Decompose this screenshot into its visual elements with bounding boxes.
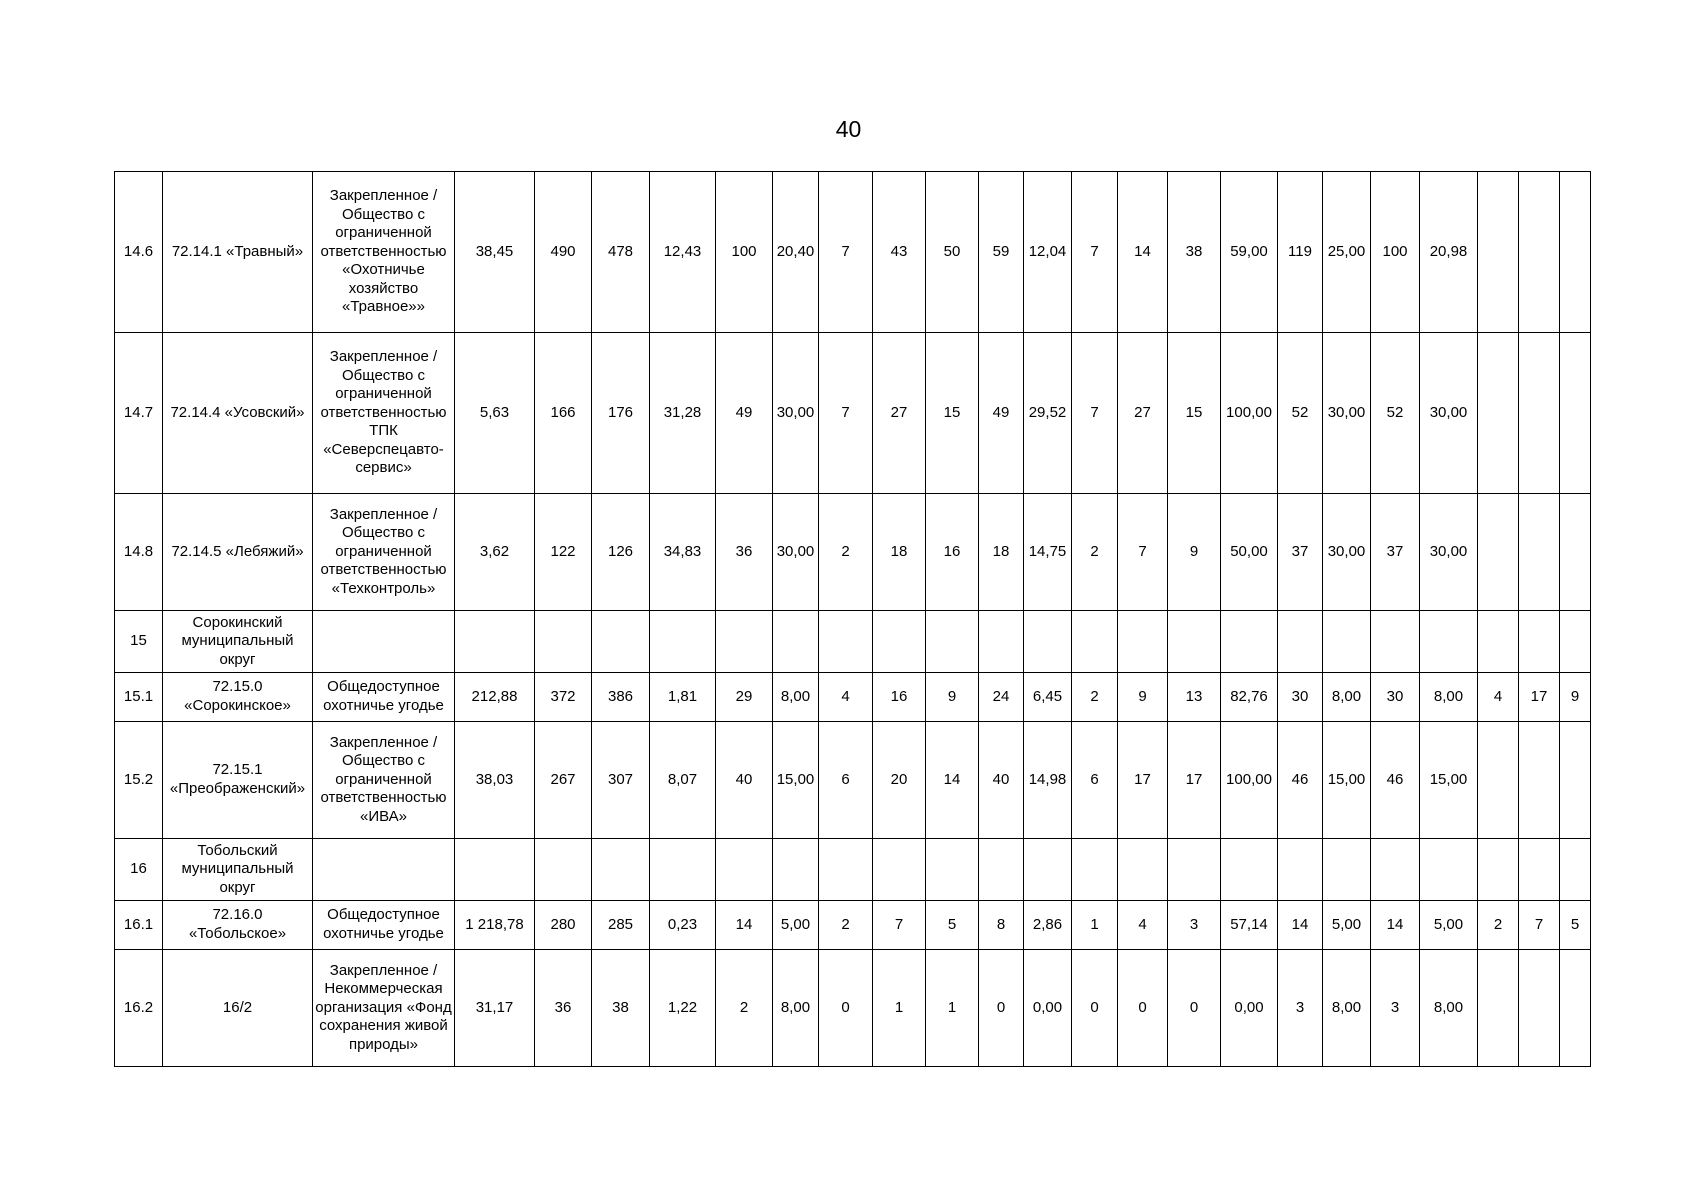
table-cell: 1 [873,950,926,1067]
table-cell: 8,00 [773,950,819,1067]
table-cell [1519,172,1560,333]
table-cell: 49 [716,333,773,494]
table-cell: 0,00 [1221,950,1278,1067]
table-cell: 72.15.0 «Сорокинское» [163,673,313,722]
table-cell: 14 [926,722,979,839]
table-cell: 212,88 [455,673,535,722]
table-cell: 3,62 [455,494,535,611]
table-cell: 8,00 [1420,950,1478,1067]
table-cell: 5,63 [455,333,535,494]
table-cell: 9 [1560,673,1591,722]
table-cell: Закрепленное / Общество с ограниченной ответственностью «ИВА» [313,722,455,839]
table-cell: 0,00 [1024,950,1072,1067]
table-cell [1560,172,1591,333]
table-cell: 14,75 [1024,494,1072,611]
table-cell [1478,611,1519,673]
table-cell: 14 [1371,901,1420,950]
table-row [115,333,1591,494]
table-cell: 3 [1168,901,1221,950]
table-cell: 18 [873,494,926,611]
table-cell: 14,98 [1024,722,1072,839]
table-cell: 59 [979,172,1024,333]
table-cell: 16/2 [163,950,313,1067]
table-cell: 17 [1168,722,1221,839]
table-cell: 13 [1168,673,1221,722]
table-cell: 18 [979,494,1024,611]
table-cell: 285 [592,901,650,950]
table-cell: 14.6 [115,172,163,333]
table-cell: 126 [592,494,650,611]
table-cell: 72.15.1 «Преображенский» [163,722,313,839]
table-row [115,611,1591,673]
table-cell: 30,00 [1420,333,1478,494]
table-cell: 100,00 [1221,333,1278,494]
table-row [115,722,1591,839]
table-cell: 9 [1118,673,1168,722]
table-cell: 15.2 [115,722,163,839]
table-cell: 8,00 [773,673,819,722]
table-cell: 5 [1560,901,1591,950]
table-cell: 31,17 [455,950,535,1067]
table-cell: 5,00 [1323,901,1371,950]
table-cell [1278,839,1323,901]
table-cell [455,839,535,901]
table-cell: 5 [926,901,979,950]
table-cell: 8 [979,901,1024,950]
table-cell: 50 [926,172,979,333]
table-cell: 36 [716,494,773,611]
table-cell: 15 [926,333,979,494]
table-cell: Закрепленное / Общество с ограниченной ответственностью «Техконтроль» [313,494,455,611]
table-cell: 14 [1278,901,1323,950]
table-cell [1278,611,1323,673]
table-cell [1560,333,1591,494]
table-cell: 46 [1278,722,1323,839]
table-cell: 15.1 [115,673,163,722]
table-cell [535,611,592,673]
table-cell [1519,722,1560,839]
table-cell: 2 [819,901,873,950]
table-cell: 3 [1278,950,1323,1067]
table-cell [926,839,979,901]
table-cell: 8,07 [650,722,716,839]
table-cell [1072,839,1118,901]
table-cell: 31,28 [650,333,716,494]
table-row [115,673,1591,722]
table-cell [1519,950,1560,1067]
table-cell [1478,172,1519,333]
table-cell: 100 [1371,172,1420,333]
table-cell: 38 [1168,172,1221,333]
table-cell [592,611,650,673]
table-cell: 16 [926,494,979,611]
table-cell: 1,22 [650,950,716,1067]
table-cell: 176 [592,333,650,494]
table-cell [1118,611,1168,673]
table-cell: 82,76 [1221,673,1278,722]
table-cell: 16.1 [115,901,163,950]
table-cell: 7 [819,172,873,333]
table-cell: 29,52 [1024,333,1072,494]
table-cell [1072,611,1118,673]
table-cell [1420,611,1478,673]
table-cell [1519,494,1560,611]
table-cell: 40 [979,722,1024,839]
table-cell: Сорокинский муниципальный округ [163,611,313,673]
table-cell [1519,839,1560,901]
table-cell [1323,611,1371,673]
table-cell [1024,611,1072,673]
table-cell [1519,333,1560,494]
table-cell: 72.14.5 «Лебяжий» [163,494,313,611]
table-cell: 119 [1278,172,1323,333]
table-cell: 17 [1519,673,1560,722]
table-cell [1478,950,1519,1067]
table-cell: 52 [1278,333,1323,494]
table-cell: 1 [1072,901,1118,950]
table-cell: 59,00 [1221,172,1278,333]
table-cell: 386 [592,673,650,722]
table-cell: 2 [716,950,773,1067]
table-cell: 38,03 [455,722,535,839]
table-cell [650,839,716,901]
table-cell: 14 [1118,172,1168,333]
table-cell: 4 [1118,901,1168,950]
table-cell [1371,839,1420,901]
table-cell [1560,722,1591,839]
page-number: 40 [835,116,862,142]
table-cell: 100 [716,172,773,333]
table-cell: 27 [873,333,926,494]
table-cell [313,839,455,901]
table-cell: 14 [716,901,773,950]
table-cell: 2,86 [1024,901,1072,950]
table-cell [1221,839,1278,901]
table-cell: 16.2 [115,950,163,1067]
table-cell: 72.14.4 «Усовский» [163,333,313,494]
table-cell: 6,45 [1024,673,1072,722]
table-cell: 15 [1168,333,1221,494]
table-cell: 34,83 [650,494,716,611]
table-cell [819,611,873,673]
table-cell: 490 [535,172,592,333]
table-cell [773,611,819,673]
table-cell [926,611,979,673]
table-cell: 3 [1371,950,1420,1067]
table-cell [1478,839,1519,901]
table-cell: 0 [1118,950,1168,1067]
table-cell: 9 [926,673,979,722]
table-cell [1478,494,1519,611]
table-cell: 17 [1118,722,1168,839]
table-cell [1420,839,1478,901]
table-row [115,901,1591,950]
table-cell [592,839,650,901]
table-cell [1560,950,1591,1067]
table-cell: 478 [592,172,650,333]
table-cell: 267 [535,722,592,839]
table-cell: 0 [979,950,1024,1067]
table-row [115,950,1591,1067]
table-cell [455,611,535,673]
table-cell: 30 [1371,673,1420,722]
table-cell: 7 [1072,172,1118,333]
table-cell [535,839,592,901]
table-cell: 20,40 [773,172,819,333]
table-cell: Общедоступное охотничье угодье [313,901,455,950]
table-cell: 4 [1478,673,1519,722]
table-cell: 7 [1072,333,1118,494]
table-row [115,494,1591,611]
table-cell: 1,81 [650,673,716,722]
table-cell: 6 [1072,722,1118,839]
table-cell [979,611,1024,673]
table-cell: 6 [819,722,873,839]
table-cell [1560,611,1591,673]
table-cell [819,839,873,901]
table-cell: 15,00 [1420,722,1478,839]
table-cell: 49 [979,333,1024,494]
table-cell [1024,839,1072,901]
table-cell: 1 [926,950,979,1067]
table-cell: 15 [115,611,163,673]
table-cell [1560,494,1591,611]
table-cell: Закрепленное / Общество с ограниченной ответственностью «Охотничье хозяйство «Травное»» [313,172,455,333]
table-cell: Общедоступное охотничье угодье [313,673,455,722]
table-cell: 36 [535,950,592,1067]
table-cell: 38,45 [455,172,535,333]
table-cell: 30 [1278,673,1323,722]
table-cell: 1 218,78 [455,901,535,950]
table-cell: 14.8 [115,494,163,611]
table-cell [1478,722,1519,839]
table-cell [1221,611,1278,673]
table-cell: 2 [819,494,873,611]
table-cell: 0 [1168,950,1221,1067]
table-cell: 0,23 [650,901,716,950]
table-cell: 8,00 [1420,673,1478,722]
table-cell: 20,98 [1420,172,1478,333]
table-cell [1168,839,1221,901]
table-cell [773,839,819,901]
table-cell: 40 [716,722,773,839]
table-cell [716,611,773,673]
table-cell: 14.7 [115,333,163,494]
table-cell: 37 [1371,494,1420,611]
table-cell: 7 [873,901,926,950]
table-cell: 72.14.1 «Травный» [163,172,313,333]
table-cell: Закрепленное / Некоммерческая организация «Фонд сохранения живой природы» [313,950,455,1067]
table-cell: 15,00 [773,722,819,839]
table-cell: 52 [1371,333,1420,494]
table-cell [1118,839,1168,901]
table-cell: 43 [873,172,926,333]
table-cell: 30,00 [1420,494,1478,611]
table-cell: 38 [592,950,650,1067]
table-cell: 24 [979,673,1024,722]
table-cell [979,839,1024,901]
table-cell: 0 [1072,950,1118,1067]
table-cell: 8,00 [1323,673,1371,722]
table-cell: 2 [1478,901,1519,950]
table-cell: 29 [716,673,773,722]
table-cell: 15,00 [1323,722,1371,839]
table-cell: 7 [1118,494,1168,611]
table-row [115,839,1591,901]
table-cell: 16 [115,839,163,901]
table-cell [1519,611,1560,673]
table-cell: 2 [1072,494,1118,611]
table-cell: 30,00 [773,333,819,494]
table-row [115,172,1591,333]
table-cell: 16 [873,673,926,722]
table-cell: 30,00 [1323,494,1371,611]
table-cell: Закрепленное / Общество с ограниченной ответственностью ТПК «Северспецавто-сервис» [313,333,455,494]
table-cell [1478,333,1519,494]
table-cell: 37 [1278,494,1323,611]
table-cell: 9 [1168,494,1221,611]
table-cell: 122 [535,494,592,611]
table-cell: 166 [535,333,592,494]
data-table [114,171,1591,1067]
table-cell: 50,00 [1221,494,1278,611]
table-cell [1168,611,1221,673]
table-cell [873,839,926,901]
table-cell [650,611,716,673]
table-cell: 25,00 [1323,172,1371,333]
table-cell [313,611,455,673]
table-cell: 5,00 [773,901,819,950]
table-cell [873,611,926,673]
table-cell: 4 [819,673,873,722]
table-cell [1560,839,1591,901]
table-cell: 5,00 [1420,901,1478,950]
table-cell: 280 [535,901,592,950]
table-cell: 8,00 [1323,950,1371,1067]
table-cell: 57,14 [1221,901,1278,950]
table-cell: 30,00 [773,494,819,611]
table-cell [1371,611,1420,673]
table-cell: 72.16.0 «Тобольское» [163,901,313,950]
table-cell: 27 [1118,333,1168,494]
table-cell: 7 [819,333,873,494]
table-cell: 20 [873,722,926,839]
table-cell: 0 [819,950,873,1067]
table-cell: 100,00 [1221,722,1278,839]
table-cell: 2 [1072,673,1118,722]
table-cell: 372 [535,673,592,722]
table-cell: 30,00 [1323,333,1371,494]
table-cell: Тобольский муниципальный округ [163,839,313,901]
table-cell: 12,43 [650,172,716,333]
table-cell: 12,04 [1024,172,1072,333]
table-cell: 46 [1371,722,1420,839]
table-cell [716,839,773,901]
table-cell [1323,839,1371,901]
table-cell: 307 [592,722,650,839]
table-cell: 7 [1519,901,1560,950]
